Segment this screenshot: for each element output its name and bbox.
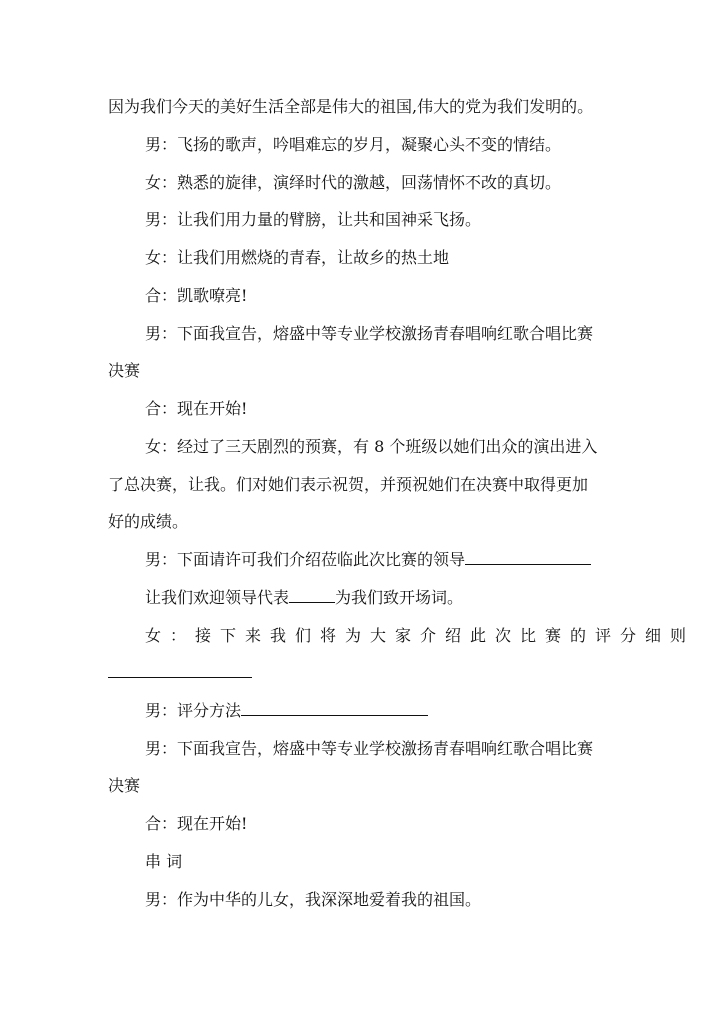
fill-in-blank xyxy=(465,550,591,565)
text-line: 男：飞扬的歌声，吟唱难忘的岁月，凝聚心头不变的情结。 xyxy=(145,135,562,154)
text-line: 好的成绩。 xyxy=(108,512,189,531)
text-line: 决赛 xyxy=(108,776,141,795)
text-line: 男：下面我宣告，熔盛中等专业学校激扬青春唱响红歌合唱比赛 xyxy=(145,324,594,343)
section-heading: 串 词 xyxy=(145,852,183,871)
text-line: 合：现在开始! xyxy=(145,814,248,833)
fill-in-blank xyxy=(241,701,428,716)
fill-in-blank xyxy=(289,588,335,603)
fill-in-blank xyxy=(108,663,252,678)
text-line: 决赛 xyxy=(108,361,141,380)
text-line xyxy=(145,550,591,570)
text-line: 女：接下来我们将为大家介绍此次比赛的评分细则 xyxy=(145,626,696,645)
text-line: 女：让我们用燃烧的青春，让故乡的热土地 xyxy=(145,248,450,267)
text-line xyxy=(145,701,428,721)
text-line: 女：经过了三天剧烈的预赛，有 8 个班级以她们出众的演出进入 xyxy=(145,437,598,456)
text-segment: 为我们致开场词。 xyxy=(335,588,464,607)
text-line: 因为我们今天的美好生活全部是伟大的祖国,伟大的党为我们发明的。 xyxy=(108,97,594,116)
text-line xyxy=(108,663,252,683)
text-segment: 男：评分方法 xyxy=(145,701,242,720)
text-line: 合：现在开始! xyxy=(145,399,248,418)
text-line: 男：作为中华的儿女，我深深地爱着我的祖国。 xyxy=(145,890,482,909)
text-line: 男：下面我宣告，熔盛中等专业学校激扬青春唱响红歌合唱比赛 xyxy=(145,739,594,758)
text-line: 男：让我们用力量的臂膀，让共和国神采飞扬。 xyxy=(145,210,482,229)
text-line: 女：熟悉的旋律，演绎时代的激越，回荡情怀不改的真切。 xyxy=(145,173,562,192)
text-segment: 男：下面请许可我们介绍莅临此次比赛的领导 xyxy=(145,550,466,569)
text-segment: 让我们欢迎领导代表 xyxy=(145,588,290,607)
text-line: 合：凯歌嘹亮! xyxy=(145,286,248,305)
text-line: 了总决赛，让我。们对她们表示祝贺，并预祝她们在决赛中取得更加 xyxy=(108,475,589,494)
text-line xyxy=(145,588,463,608)
